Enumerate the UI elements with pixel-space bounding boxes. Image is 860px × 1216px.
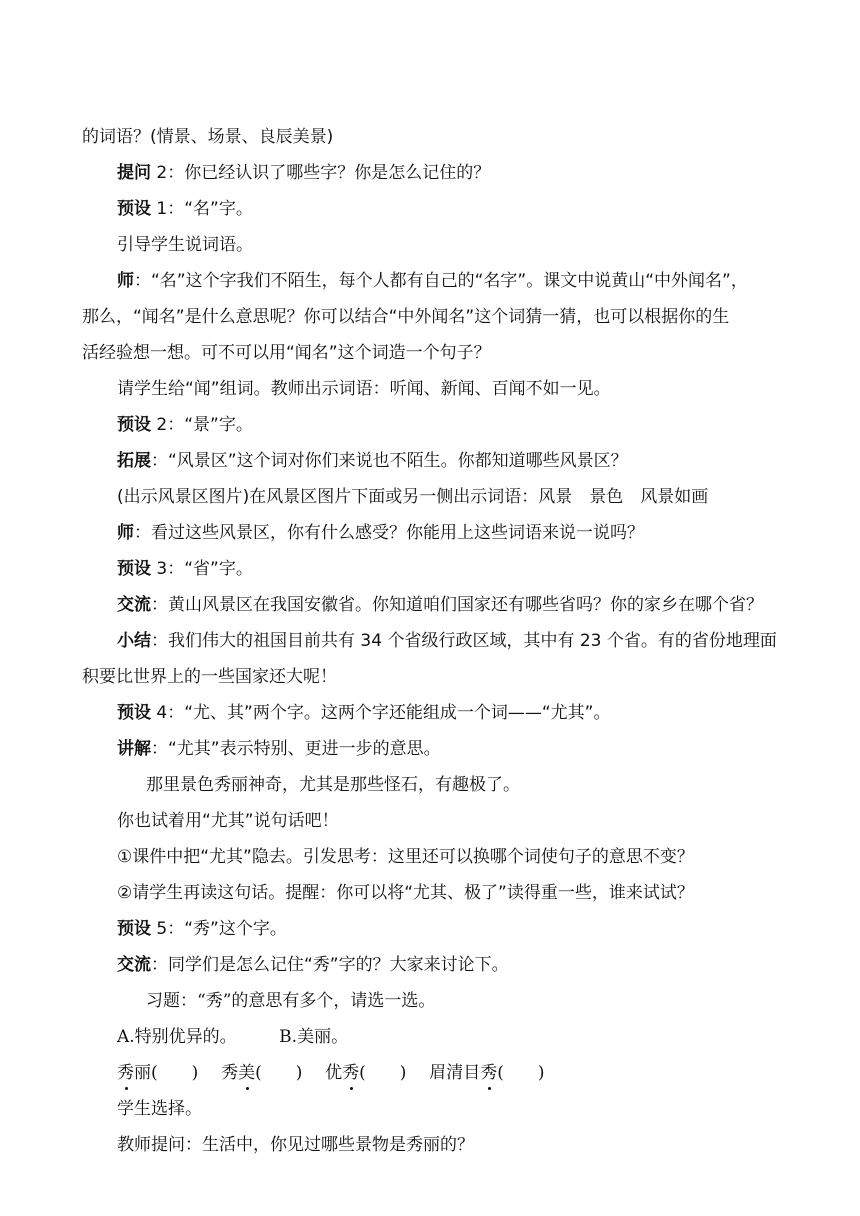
text-line: 师：看过这些风景区，你有什么感受？你能用上这些词语来说一说吗？: [117, 523, 644, 543]
text-line: 讲解：“尤其”表示特别、更进一步的意思。: [117, 739, 441, 759]
text-line: 引导学生说词语。: [117, 235, 253, 255]
text-line: 活经验想一想。可不可以用“闻名”这个词造一个句子？: [82, 343, 491, 363]
text-line: 提问 2：你已经认识了哪些字？你是怎么记住的？: [117, 163, 491, 183]
text-line: 学生选择。: [117, 1099, 202, 1119]
exercise-item: 眉清目秀( ): [429, 1063, 545, 1083]
line-label: 师: [117, 271, 134, 291]
exercise-item: 优秀( ): [325, 1063, 407, 1083]
line-label: 预设: [117, 199, 151, 219]
text-line: 那么，“闻名”是什么意思呢？你可以结合“中外闻名”这个词猜一猜，也可以根据你的生: [82, 307, 730, 327]
line-label: 预设: [117, 919, 151, 939]
text-line: 积要比世界上的一些国家还大呢！: [82, 667, 337, 687]
line-label: 提问: [117, 163, 151, 183]
text-line: 教师提问：生活中，你见过哪些景物是秀丽的？: [117, 1135, 474, 1155]
text-line: 请学生给“闻”组词。教师出示词语：听闻、新闻、百闻不如一见。: [117, 379, 611, 399]
text-line: ①课件中把“尤其”隐去。引发思考：这里还可以换哪个词使句子的意思不变？: [117, 847, 694, 867]
line-label: 讲解: [117, 739, 151, 759]
text-line: 你也试着用“尤其”说句话吧！: [117, 811, 339, 831]
text-line: 交流：黄山风景区在我国安徽省。你知道咱们国家还有哪些省吗？你的家乡在哪个省？: [117, 595, 763, 615]
exercise-options: A.特别优异的。 B.美丽。: [117, 1027, 349, 1047]
line-label: 预设: [117, 703, 151, 723]
exercise-items: [117, 1061, 817, 1085]
text-line: 预设 1：“名”字。: [117, 199, 253, 219]
text-line: (出示风景区图片)在风景区图片下面或另一侧出示词语：风景 景色 风景如画: [117, 487, 709, 507]
exercise-item: 秀美( ): [221, 1063, 303, 1083]
line-label: 拓展: [117, 451, 151, 471]
line-label: 小结: [117, 631, 151, 651]
text-line: 拓展：“风景区”这个词对你们来说也不陌生。你都知道哪些风景区？: [117, 451, 628, 471]
text-line: 师：“名”这个字我们不陌生，每个人都有自己的“名字”。课文中说黄山“中外闻名”，: [117, 271, 748, 291]
exercise-item: 秀丽( ): [117, 1063, 199, 1083]
example-sentence: 那里景色秀丽神奇，尤其是那些怪石，有趣极了。: [146, 775, 520, 795]
line-label: 交流: [117, 955, 151, 975]
line-label: 预设: [117, 415, 151, 435]
text-line: 预设 4：“尤、其”两个字。这两个字还能组成一个词——“尤其”。: [117, 703, 611, 723]
text-line: 的词语？(情景、场景、良辰美景): [82, 127, 334, 147]
line-label: 交流: [117, 595, 151, 615]
text-line: 交流：同学们是怎么记住“秀”字的？大家来讨论下。: [117, 955, 509, 975]
text-line: 预设 5：“秀”这个字。: [117, 919, 287, 939]
line-label: 师: [117, 523, 134, 543]
text-line: ②请学生再读这句话。提醒：你可以将“尤其、极了”读得重一些，谁来试试？: [117, 883, 694, 903]
text-line: 小结：我们伟大的祖国目前共有 34 个省级行政区域，其中有 23 个省。有的省份地理面: [117, 631, 777, 651]
text-line: 预设 3：“省”字。: [117, 559, 253, 579]
exercise-prompt: 习题：“秀”的意思有多个，请选一选。: [146, 991, 436, 1011]
line-label: 预设: [117, 559, 151, 579]
text-line: 预设 2：“景”字。: [117, 415, 253, 435]
